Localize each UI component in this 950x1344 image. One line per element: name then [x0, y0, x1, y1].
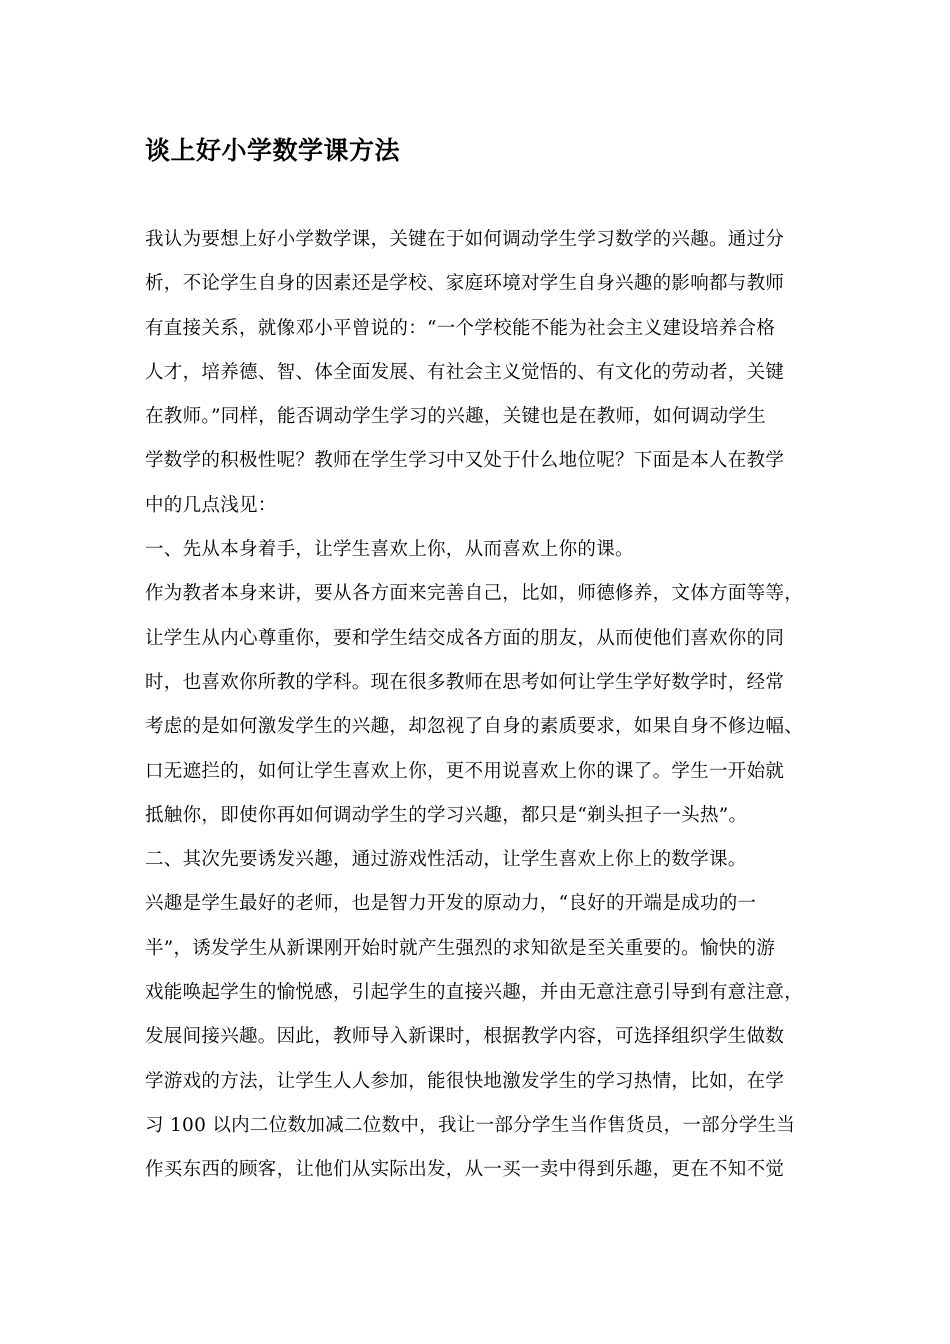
body-line: 习 100 以内二位数加减二位数中，我让一部分学生当作售货员，一部分学生当 — [145, 1114, 796, 1136]
body-line: 口无遮拦的，如何让学生喜欢上你，更不用说喜欢上你的课了。学生一开始就 — [145, 760, 785, 782]
body-line: 学游戏的方法，让学生人人参加，能很快地激发学生的学习热情，比如，在学 — [145, 1070, 785, 1092]
body-line: 时，也喜欢你所教的学科。现在很多教师在思考如何让学生学好数学时，经常 — [145, 671, 785, 693]
body-line: 发展间接兴趣。因此，教师导入新课时，根据教学内容，可选择组织学生做数 — [145, 1026, 785, 1048]
body-line: 中的几点浅见： — [145, 494, 277, 516]
document-body — [145, 218, 815, 1193]
body-line: 有直接关系，就像邓小平曾说的：“一个学校能不能为社会主义建设培养合格 — [145, 317, 776, 339]
body-line: 析，不论学生自身的因素还是学校、家庭环境对学生自身兴趣的影响都与教师 — [145, 273, 785, 295]
body-line: 考虑的是如何激发学生的兴趣，却忽视了自身的素质要求，如果自身不修边幅、 — [145, 716, 804, 738]
body-line: 让学生从内心尊重你，要和学生结交成各方面的朋友，从而使他们喜欢你的同 — [145, 627, 785, 649]
body-line: 作买东西的顾客，让他们从实际出发，从一买一卖中得到乐趣，更在不知不觉 — [145, 1159, 785, 1181]
body-line: 人才，培养德、智、体全面发展、有社会主义觉悟的、有文化的劳动者，关键 — [145, 361, 785, 383]
body-line: 在教师。”同样，能否调动学生学习的兴趣，关键也是在教师，如何调动学生 — [145, 406, 766, 428]
body-line: 半”，诱发学生从新课刚开始时就产生强烈的求知欲是至关重要的。愉快的游 — [145, 937, 776, 959]
section-heading: 二、其次先要诱发兴趣，通过游戏性活动，让学生喜欢上你上的数学课。 — [145, 849, 747, 871]
body-line: 学数学的积极性呢？教师在学生学习中又处于什么地位呢？下面是本人在教学 — [145, 450, 785, 472]
body-line: 作为教者本身来讲，要从各方面来完善自己，比如，师德修养，文体方面等等， — [145, 583, 804, 605]
section-heading: 一、先从本身着手，让学生喜欢上你，从而喜欢上你的课。 — [145, 539, 634, 561]
body-line: 戏能唤起学生的愉悦感，引起学生的直接兴趣，并由无意注意引导到有意注意， — [145, 982, 804, 1004]
body-line: 兴趣是学生最好的老师，也是智力开发的原动力，“良好的开端是成功的一 — [145, 893, 757, 915]
body-line: 抵触你，即使你再如何调动学生的学习兴趣，都只是“剃头担子一头热”。 — [145, 804, 748, 826]
body-line: 我认为要想上好小学数学课，关键在于如何调动学生学习数学的兴趣。通过分 — [145, 229, 785, 250]
document-title: 谈上好小学数学课方法 — [145, 136, 401, 165]
